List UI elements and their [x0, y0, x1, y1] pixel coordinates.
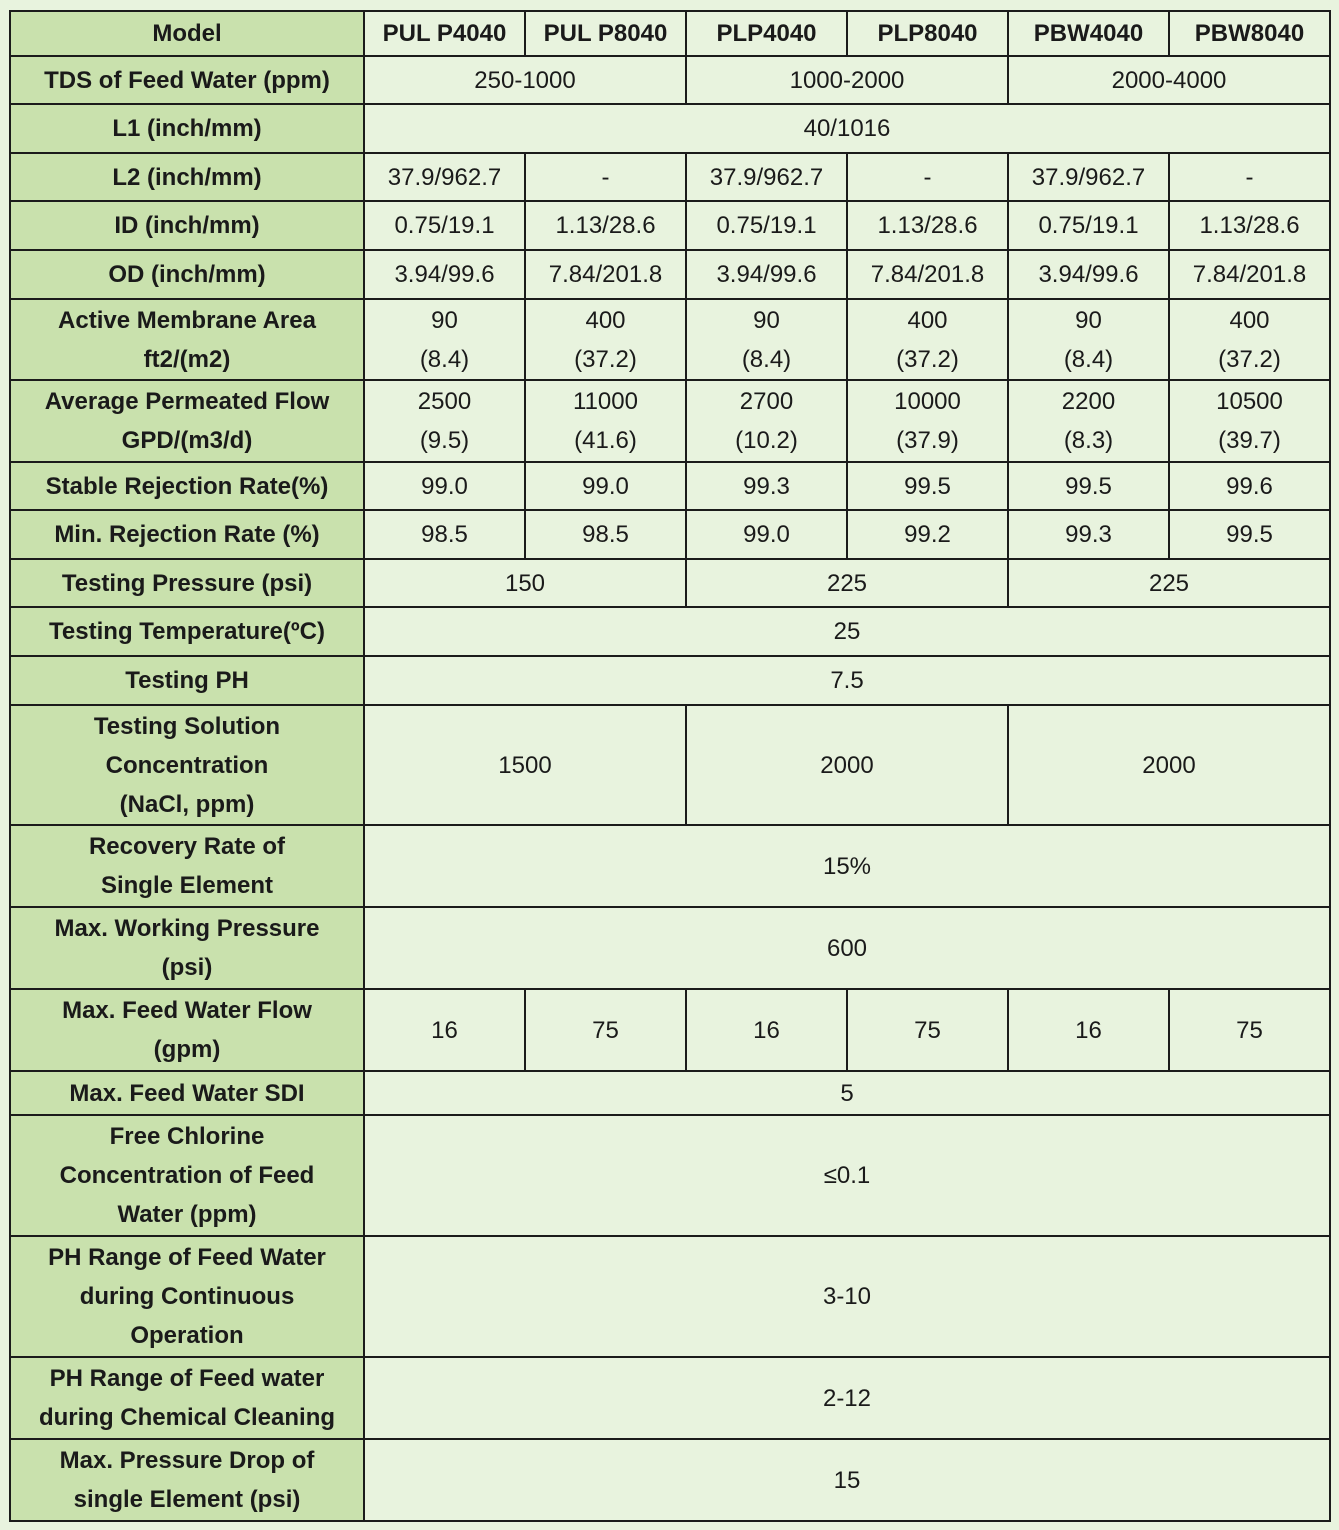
- table-cell: -: [1169, 153, 1330, 201]
- table-cell: 90 (8.4): [364, 299, 525, 380]
- table-row: [10, 607, 1330, 656]
- row-label: ID (inch/mm): [10, 201, 364, 250]
- table-cell: 2500 (9.5): [364, 380, 525, 462]
- table-cell: 10000 (37.9): [847, 380, 1008, 462]
- table-cell: 0.75/19.1: [686, 201, 847, 250]
- table-cell: 99.3: [686, 462, 847, 510]
- row-label: Active Membrane Area ft2/(m2): [10, 299, 364, 380]
- table-cell: 1.13/28.6: [1169, 201, 1330, 250]
- table-cell: 25: [364, 607, 1330, 656]
- table-cell: 3-10: [364, 1236, 1330, 1357]
- table-cell: 5: [364, 1071, 1330, 1115]
- table-cell: 2200 (8.3): [1008, 380, 1169, 462]
- table-cell: 10500 (39.7): [1169, 380, 1330, 462]
- row-label: Model: [10, 11, 364, 56]
- table-cell: 400 (37.2): [847, 299, 1008, 380]
- row-label: PH Range of Feed water during Chemical Cleaning: [10, 1357, 364, 1439]
- table-cell: 0.75/19.1: [1008, 201, 1169, 250]
- table-cell: 150: [364, 559, 686, 607]
- table-row: [10, 1115, 1330, 1236]
- column-header: PLP8040: [847, 11, 1008, 56]
- table-cell: 1000-2000: [686, 56, 1008, 104]
- table-cell: 2-12: [364, 1357, 1330, 1439]
- table-cell: 0.75/19.1: [364, 201, 525, 250]
- table-cell: 1.13/28.6: [525, 201, 686, 250]
- row-label: Free Chlorine Concentration of Feed Water (ppm): [10, 1115, 364, 1236]
- table-cell: 99.5: [1169, 510, 1330, 559]
- table-cell: -: [847, 153, 1008, 201]
- table-cell: 1500: [364, 705, 686, 825]
- table-row: [10, 380, 1330, 462]
- table-row: [10, 153, 1330, 201]
- table-cell: 15: [364, 1439, 1330, 1521]
- table-row: [10, 510, 1330, 559]
- table-row: [10, 250, 1330, 299]
- table-cell: 3.94/99.6: [1008, 250, 1169, 299]
- row-label: Stable Rejection Rate(%): [10, 462, 364, 510]
- table-cell: 3.94/99.6: [686, 250, 847, 299]
- spec-table-body: [10, 11, 1330, 1521]
- row-label: TDS of Feed Water (ppm): [10, 56, 364, 104]
- column-header: PBW8040: [1169, 11, 1330, 56]
- table-cell: 7.84/201.8: [525, 250, 686, 299]
- row-label: Testing PH: [10, 656, 364, 705]
- table-cell: 99.5: [1008, 462, 1169, 510]
- table-cell: 99.0: [525, 462, 686, 510]
- table-row: [10, 299, 1330, 380]
- row-label: PH Range of Feed Water during Continuous Operation: [10, 1236, 364, 1357]
- table-cell: 3.94/99.6: [364, 250, 525, 299]
- table-cell: 16: [364, 989, 525, 1071]
- table-cell: 2000: [1008, 705, 1330, 825]
- table-cell: 16: [1008, 989, 1169, 1071]
- table-cell: 400 (37.2): [525, 299, 686, 380]
- table-cell: 40/1016: [364, 104, 1330, 153]
- table-cell: 15%: [364, 825, 1330, 907]
- table-row: [10, 1071, 1330, 1115]
- table-cell: 7.5: [364, 656, 1330, 705]
- table-row: [10, 1236, 1330, 1357]
- table-row: [10, 907, 1330, 989]
- table-cell: 37.9/962.7: [364, 153, 525, 201]
- table-cell: 98.5: [364, 510, 525, 559]
- row-label: L2 (inch/mm): [10, 153, 364, 201]
- column-header: PLP4040: [686, 11, 847, 56]
- table-row: [10, 705, 1330, 825]
- table-cell: 90 (8.4): [1008, 299, 1169, 380]
- row-label: Max. Feed Water SDI: [10, 1071, 364, 1115]
- table-row: [10, 559, 1330, 607]
- table-cell: 99.3: [1008, 510, 1169, 559]
- table-cell: 7.84/201.8: [1169, 250, 1330, 299]
- column-header: PUL P4040: [364, 11, 525, 56]
- table-cell: 90 (8.4): [686, 299, 847, 380]
- table-row: [10, 462, 1330, 510]
- table-cell: ≤0.1: [364, 1115, 1330, 1236]
- table-cell: 75: [1169, 989, 1330, 1071]
- row-label: Testing Temperature(ºC): [10, 607, 364, 656]
- spec-table: [9, 10, 1331, 1522]
- table-row: [10, 1357, 1330, 1439]
- row-label: Average Permeated Flow GPD/(m3/d): [10, 380, 364, 462]
- table-row: [10, 825, 1330, 907]
- table-cell: 225: [686, 559, 1008, 607]
- table-cell: 600: [364, 907, 1330, 989]
- table-row: [10, 1439, 1330, 1521]
- table-row: [10, 656, 1330, 705]
- table-cell: 1.13/28.6: [847, 201, 1008, 250]
- table-cell: 11000 (41.6): [525, 380, 686, 462]
- table-row: [10, 104, 1330, 153]
- header-row: [10, 11, 1330, 56]
- table-cell: 99.2: [847, 510, 1008, 559]
- row-label: Min. Rejection Rate (%): [10, 510, 364, 559]
- table-cell: 2700 (10.2): [686, 380, 847, 462]
- table-cell: -: [525, 153, 686, 201]
- table-cell: 37.9/962.7: [686, 153, 847, 201]
- table-cell: 16: [686, 989, 847, 1071]
- row-label: Max. Feed Water Flow (gpm): [10, 989, 364, 1071]
- table-cell: 98.5: [525, 510, 686, 559]
- table-cell: 2000: [686, 705, 1008, 825]
- table-cell: 99.5: [847, 462, 1008, 510]
- row-label: OD (inch/mm): [10, 250, 364, 299]
- table-cell: 7.84/201.8: [847, 250, 1008, 299]
- table-row: [10, 989, 1330, 1071]
- table-cell: 2000-4000: [1008, 56, 1330, 104]
- table-cell: 250-1000: [364, 56, 686, 104]
- row-label: Max. Pressure Drop of single Element (psi): [10, 1439, 364, 1521]
- column-header: PUL P8040: [525, 11, 686, 56]
- table-cell: 99.0: [686, 510, 847, 559]
- table-cell: 99.6: [1169, 462, 1330, 510]
- table-row: [10, 56, 1330, 104]
- row-label: Testing Solution Concentration (NaCl, ppm): [10, 705, 364, 825]
- table-cell: 99.0: [364, 462, 525, 510]
- table-cell: 37.9/962.7: [1008, 153, 1169, 201]
- table-cell: 75: [525, 989, 686, 1071]
- table-cell: 400 (37.2): [1169, 299, 1330, 380]
- row-label: Recovery Rate of Single Element: [10, 825, 364, 907]
- row-label: Testing Pressure (psi): [10, 559, 364, 607]
- table-row: [10, 201, 1330, 250]
- table-cell: 75: [847, 989, 1008, 1071]
- row-label: L1 (inch/mm): [10, 104, 364, 153]
- row-label: Max. Working Pressure (psi): [10, 907, 364, 989]
- table-cell: 225: [1008, 559, 1330, 607]
- column-header: PBW4040: [1008, 11, 1169, 56]
